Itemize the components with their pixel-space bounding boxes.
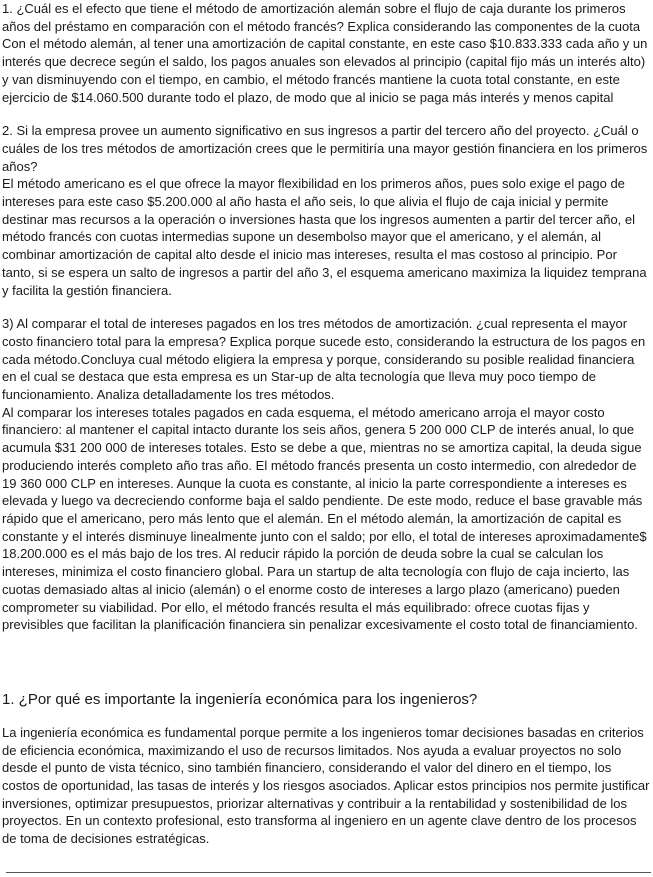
document-page: [2, 0, 652, 848]
question-3-answer: Al comparar los intereses totales pagados en cada esquema, el método americano arroja el mayor costo financiero: al mantener el capital intacto durante los seis años, genera 5 200 000 CLP de interés anual, lo que acumula $31 200 000 de intereses totales. Esto se debe a que, mientras no se amortiza capital, la deuda sigue produciendo interés completo año tras año. El método francés presenta un costo intermedio, con alrededor de 19 360 000 CLP en intereses. Aunque la cuota es constante, al inicio la parte correspondiente a intereses es elevada y luego va decreciendo conforme baja el saldo pendiente. De este modo, reduce el base gravable más rápido que el americano, pero más lento que el alemán. En el método alemán, la amortización de capital es constante y el interés disminuye linealmente junto con el saldo; por ello, el total de intereses aproximadamente$ 18.200.000 es el más bajo de los tres. Al reducir rápido la porción de deuda sobre la cual se calculan los intereses, minimiza el costo financiero global. Para un startup de alta tecnología con flujo de caja incierto, las cuotas demasiado altas al inicio (alemán) o el enorme costo de intereses a largo plazo (americano) pueden comprometer su viabilidad. Por ello, el método francés resulta el más equilibrado: ofrece cuotas fijas y previsibles que facilitan la planificación financiera sin penalizar excesivamente el costo total de financiamiento.: [2, 404, 647, 633]
question-2-answer: El método americano es el que ofrece la mayor flexibilidad en los primeros años, pues solo exige el pago de intereses para este caso $5.200.000 al año hasta el año seis, lo que alivia el flujo de caja inicial y permite destinar mas recursos a la operación o inversiones hasta que los ingresos aumenten a partir del tercer año, el método francés con cuotas intermedias supone un desembolso mayor que el americano, y el alemán, al combinar amortización de capital alto desde el inicio mas intereses, resulta el mas costoso al principio. Por tanto, si se espera un salto de ingresos a partir del año 3, el esquema americano maximiza la liquidez temprana y facilita la gestión financiera.: [2, 176, 647, 298]
section-answer: La ingeniería económica es fundamental porque permite a los ingenieros tomar decisiones basadas en criterios de eficiencia económica, maximizando el uso de recursos limitados. Nos ayuda a evaluar proyectos no solo desde el punto de vista técnico, sino también financiero, considerando el valor del dinero en el tiempo, los costos de oportunidad, las tasas de interés y los riesgos asociados. Aplicar estos principios nos permite justificar inversiones, optimizar presupuestos, priorizar alternativas y contribuir a la rentabilidad y sostenibilidad de los proyectos. En un contexto profesional, esto transforma al ingeniero en un agente clave dentro de los procesos de toma de decisiones estratégicas.: [2, 724, 650, 847]
question-3-text: 3) Al comparar el total de intereses pagados en los tres métodos de amortización. ¿cual representa el mayor costo financiero total para la empresa? Explica porque sucede esto, considerando la estructura de los pagos en cada método.Concluya cual método eligiera la empresa y porque, considerando su posible realidad financiera en el cual se destaca que esta empresa es un Star-up de alta tecnología que lleva muy poco tiempo de funcionamiento. Analiza detalladamente los tres métodos.: [2, 316, 646, 403]
question-1-paragraph: 1. ¿Cuál es el efecto que tiene el método de amortización alemán sobre el flujo de caja durante los primeros años del préstamo en comparación con el método francés? Explica considerando las componentes de la cuota Con el método alemán, al tener una amortización de capital constante, en este caso $10.833.333 cada año y un interés que decrece según el saldo, los pagos anuales son elevados al principio (capital fijo más un interés alto) y van disminuyendo con el tiempo, en cambio, el método francés mantiene la cuota total constante, en este ejercicio de $14.060.500 durante todo el plazo, de modo que al inicio se paga más interés y menos capital: [2, 1, 648, 105]
bottom-divider: [6, 872, 651, 873]
question-2-text: 2. Si la empresa provee un aumento significativo en sus ingresos a partir del tercero año del proyecto. ¿Cuál o cuáles de los tres métodos de amortización crees que le permitiría una mayor gestión financiera en los primeros años?: [2, 123, 648, 174]
section-heading: 1. ¿Por qué es importante la ingeniería económica para los ingenieros?: [2, 690, 478, 708]
